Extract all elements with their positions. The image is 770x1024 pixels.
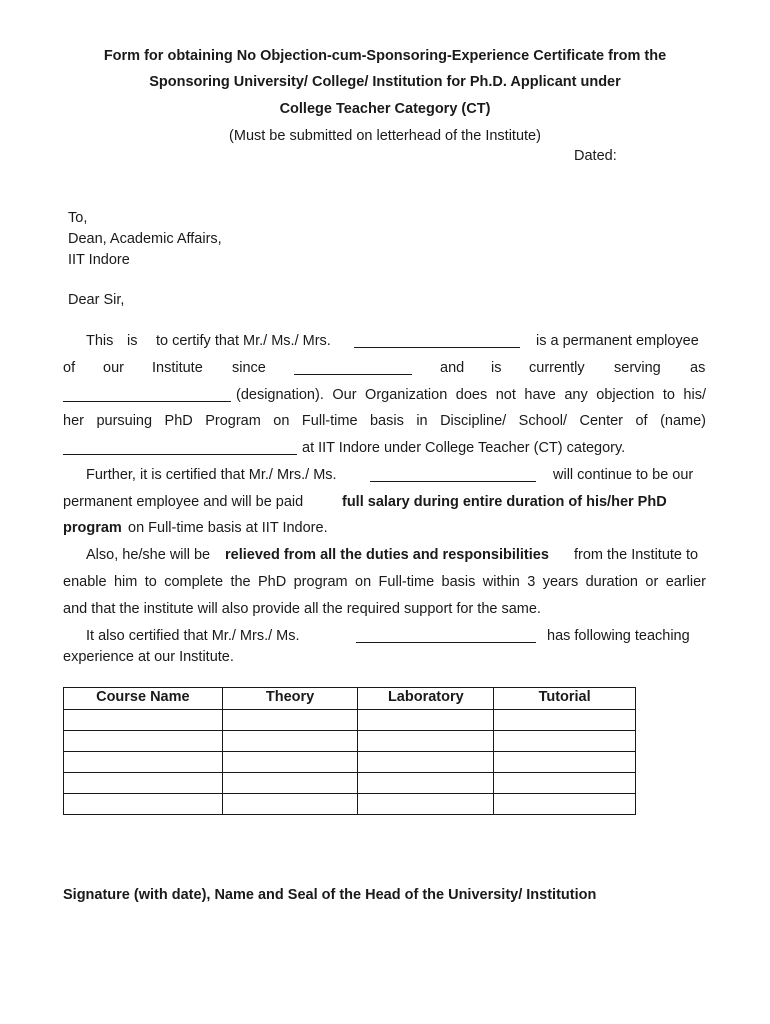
para1-word-and: and [440,360,465,376]
para1-word-institute: Institute [152,360,203,376]
table-cell[interactable] [222,773,358,794]
para1-permanent-text: is a permanent employee [536,333,699,349]
employee-name-blank [354,336,520,348]
para1-word-as: as [690,360,706,376]
address-institute: IIT Indore [68,252,130,268]
para2-paid-text: permanent employee and will be paid [63,494,304,510]
para1-line-5: at IIT Indore under College Teacher (CT) category. [302,440,626,456]
table-cell[interactable] [358,794,494,815]
table-header-row [64,688,636,710]
column-header-tutorial: Tutorial [494,688,636,710]
table-cell[interactable] [222,710,358,731]
column-header-course-name: Course Name [64,688,223,710]
para4-certified-text: It also certified that Mr./ Mrs./ Ms. [86,628,300,644]
column-header-theory: Theory [222,688,358,710]
table-cell[interactable] [64,752,223,773]
form-title-line-1: Form for obtaining No Objection-cum-Sponsoring-Experience Certificate from the [103,48,667,64]
discipline-name-blank [63,443,297,455]
para2-certified-text: Further, it is certified that Mr./ Mrs./ Ms. [86,467,337,483]
address-to: To, [68,210,88,226]
table-cell[interactable] [358,731,494,752]
para3-also-text: Also, he/she will be [86,547,211,563]
table-cell[interactable] [64,710,223,731]
table-cell[interactable] [222,731,358,752]
para1-word-currently: currently [529,360,585,376]
para1-word-this: This [86,333,114,349]
designation-blank [63,390,231,402]
para1-word-our: our [103,360,124,376]
table-row [64,731,636,752]
para1-certify-text: to certify that Mr./ Ms./ Mrs. [156,333,331,349]
form-title-line-3: College Teacher Category (CT) [279,101,491,117]
salutation: Dear Sir, [68,292,125,308]
table-cell[interactable] [64,794,223,815]
para2-continue-text: will continue to be our [553,467,694,483]
para4-teaching-text: has following teaching [547,628,690,644]
para1-word-serving: serving [614,360,661,376]
table-cell[interactable] [222,794,358,815]
table-row [64,710,636,731]
teaching-experience-table [63,687,636,815]
table-cell[interactable] [358,773,494,794]
table-cell[interactable] [494,773,636,794]
form-title-line-2: Sponsoring University/ College/ Institution for Ph.D. Applicant under [149,74,621,90]
employee-name-blank-2 [370,470,536,482]
table-row [64,752,636,773]
para1-word-of: of [63,360,76,376]
table-cell[interactable] [358,752,494,773]
table-cell[interactable] [64,773,223,794]
para3-line-2: enable him to complete the PhD program on Full-time basis within 3 years duration or earlier [63,574,706,590]
table-cell[interactable] [358,710,494,731]
para2-program-text: program [63,520,122,536]
table-cell[interactable] [222,752,358,773]
para3-institute-text: from the Institute to [574,547,699,563]
para1-designation-text: (designation). Our Organization does not have any objection to his/ [236,387,706,403]
para4-line-2: experience at our Institute. [63,649,234,665]
table-cell[interactable] [494,731,636,752]
address-recipient: Dean, Academic Affairs, [68,231,222,247]
para1-word-since: since [232,360,266,376]
table-row [64,794,636,815]
table-cell[interactable] [494,710,636,731]
para2-fulltime-text: on Full-time basis at IIT Indore. [128,520,328,536]
para1-word-is: is [127,333,138,349]
signature-line: Signature (with date), Name and Seal of the Head of the University/ Institution [63,887,597,903]
since-date-blank [294,363,412,375]
dated-label: Dated: [574,148,617,164]
letterhead-note: (Must be submitted on letterhead of the Institute) [229,128,541,144]
table-cell[interactable] [494,752,636,773]
table-cell[interactable] [494,794,636,815]
para3-relieved-text: relieved from all the duties and responsibilities [225,547,549,563]
para2-full-salary-text: full salary during entire duration of his/her PhD [342,494,667,510]
para3-line-3: and that the institute will also provide all the required support for the same. [63,601,541,617]
column-header-laboratory: Laboratory [358,688,494,710]
employee-name-blank-3 [356,631,536,643]
para1-word-is-2: is [491,360,502,376]
para1-line-4: her pursuing PhD Program on Full-time basis in Discipline/ School/ Center of (name) [63,413,706,429]
table-cell[interactable] [64,731,223,752]
table-row [64,773,636,794]
